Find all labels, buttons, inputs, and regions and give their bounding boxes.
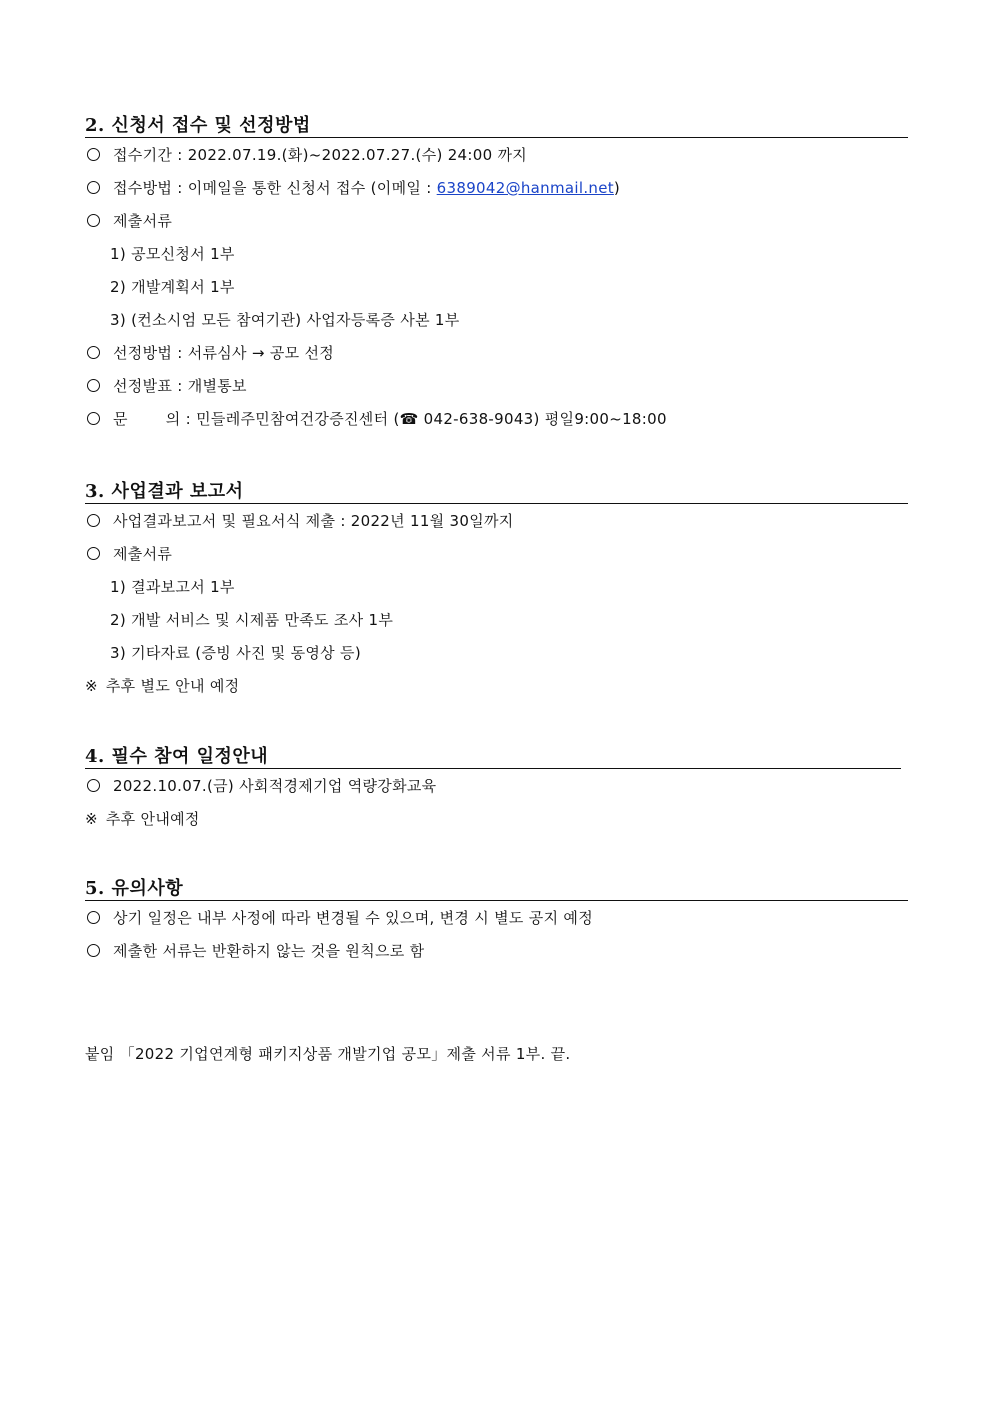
list-item-announce: 선정발표 : 개별통보 bbox=[85, 370, 908, 403]
section-2-title: 2. 신청서 접수 및 선정방법 bbox=[85, 115, 908, 138]
circle-bullet-icon bbox=[87, 181, 100, 194]
list-item-docs: 제출서류 bbox=[85, 538, 908, 571]
circle-bullet-icon bbox=[87, 547, 100, 560]
sub-item-doc-2: 2) 개발계획서 1부 bbox=[110, 278, 235, 296]
list-item-inquiry: 문 의 : 민들레주민참여건강증진센터 (☎ 042-638-9043) 평일9:00~18:00 bbox=[85, 403, 908, 436]
list-item-period: 접수기간 : 2022.07.19.(화)~2022.07.27.(수) 24:00 까지 bbox=[85, 139, 908, 172]
section-2 bbox=[85, 115, 908, 436]
note: ※ 추후 별도 안내 예정 bbox=[85, 677, 240, 695]
note: ※ 추후 안내예정 bbox=[85, 810, 200, 828]
section-3-title: 3. 사업결과 보고서 bbox=[85, 481, 908, 504]
section-5 bbox=[85, 878, 908, 968]
sub-item-doc-2: 2) 개발 서비스 및 시제품 만족도 조사 1부 bbox=[110, 611, 394, 629]
section-3 bbox=[85, 481, 908, 703]
list-item-caution-2: 제출한 서류는 반환하지 않는 것을 원칙으로 함 bbox=[85, 935, 908, 968]
circle-bullet-icon bbox=[87, 346, 100, 359]
section-5-title: 5. 유의사항 bbox=[85, 878, 908, 901]
note-mark-icon: ※ bbox=[85, 810, 98, 828]
section-4-title: 4. 필수 참여 일정안내 bbox=[85, 746, 901, 769]
email-link[interactable]: 6389042@hanmail.net bbox=[436, 179, 614, 197]
list-item-schedule: 2022.10.07.(금) 사회적경제기업 역량강화교육 bbox=[85, 770, 901, 803]
circle-bullet-icon bbox=[87, 944, 100, 957]
sub-item-doc-1: 1) 결과보고서 1부 bbox=[110, 578, 235, 596]
circle-bullet-icon bbox=[87, 412, 100, 425]
list-item-submit: 사업결과보고서 및 필요서식 제출 : 2022년 11월 30일까지 bbox=[85, 505, 908, 538]
circle-bullet-icon bbox=[87, 779, 100, 792]
circle-bullet-icon bbox=[87, 214, 100, 227]
section-4 bbox=[85, 746, 901, 836]
list-item-method: 접수방법 : 이메일을 통한 신청서 접수 (이메일 : 6389042@hanmail.net) bbox=[85, 172, 908, 205]
note-mark-icon: ※ bbox=[85, 677, 98, 695]
sub-item-doc-1: 1) 공모신청서 1부 bbox=[110, 245, 235, 263]
sub-item-doc-3: 3) (컨소시엄 모든 참여기관) 사업자등록증 사본 1부 bbox=[110, 311, 460, 329]
circle-bullet-icon bbox=[87, 514, 100, 527]
list-item-caution-1: 상기 일정은 내부 사정에 따라 변경될 수 있으며, 변경 시 별도 공지 예정 bbox=[85, 902, 908, 935]
attachment-note: 붙임 「2022 기업연계형 패키지상품 개발기업 공모」제출 서류 1부. 끝. bbox=[85, 1045, 571, 1063]
circle-bullet-icon bbox=[87, 379, 100, 392]
sub-item-doc-3: 3) 기타자료 (증빙 사진 및 동영상 등) bbox=[110, 644, 361, 662]
list-item-docs: 제출서류 bbox=[85, 205, 908, 238]
circle-bullet-icon bbox=[87, 911, 100, 924]
circle-bullet-icon bbox=[87, 148, 100, 161]
list-item-selection: 선정방법 : 서류심사 → 공모 선정 bbox=[85, 337, 908, 370]
